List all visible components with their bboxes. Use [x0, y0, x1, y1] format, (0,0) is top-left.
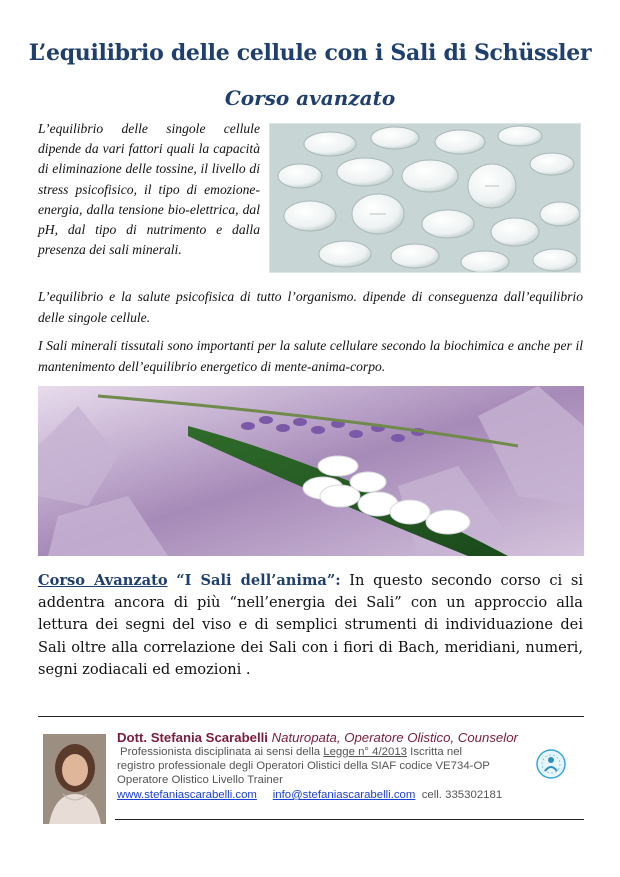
intro-paragraph: L’equilibrio delle singole cellule dipende da vari fattori quali la capacità di eliminazione delle tossine, il livello di stress psicofisico, il tipo di emozione-energia, dalla tensione bio-elettrica, dal pH, dal tipo di nutrimento e dalla presenza dei sali minerali. — [38, 121, 260, 258]
author-name: Dott. Stefania Scarabelli — [117, 730, 268, 745]
author-registry-line: registro professionale degli Operatori Olistici della SIAF codice VE734-OP — [117, 760, 490, 772]
law-link[interactable]: Legge n° 4/2013 — [323, 746, 407, 758]
pills-illustration — [270, 124, 580, 272]
author-heading — [117, 730, 518, 745]
amethyst-illustration — [38, 386, 584, 556]
author-contacts — [117, 789, 502, 801]
website-link[interactable]: www.stefaniascarabelli.com — [117, 789, 257, 801]
phone-number: cell. 335302181 — [421, 789, 503, 801]
siaf-logo-icon — [536, 749, 566, 779]
email-link[interactable]: info@stefaniascarabelli.com — [272, 789, 416, 801]
law-prefix: Professionista disciplinata ai sensi della — [120, 746, 324, 758]
paragraph-minerals: I Sali minerali tissutali sono importanti per la salute cellulare secondo la biochimica e anche per il mantenimento dell’equilibrio energetico di mente-anima-corpo. — [38, 338, 583, 374]
footer-bottom-divider — [115, 819, 584, 820]
course-label: Corso Avanzato — [38, 572, 168, 589]
author-law-line — [120, 746, 462, 758]
course-quote: “I Sali dell’anima”: — [176, 572, 341, 589]
pills-photo — [270, 124, 580, 272]
author-level-line: Operatore Olistico Livello Trainer — [117, 774, 283, 786]
author-portrait — [43, 734, 106, 824]
page-title: L’equilibrio delle cellule con i Sali di Schüssler — [28, 40, 592, 66]
author-role: Naturopata, Operatore Olistico, Counselor — [267, 730, 518, 745]
paragraph-balance: L’equilibrio e la salute psicofisica di tutto l’organismo. dipende di conseguenza dall’equilibrio delle singole cellule. — [38, 289, 583, 325]
law-suffix: Iscritta nel — [406, 746, 463, 758]
course-text: In questo secondo corso ci si addentra ancora di più “nell’energia dei Sali” con un approccio alla lettura dei segni del viso e di semplici strumenti di individuazione dei Sali oltre alla correlazione dei Sali con i fiori di Bach, meridiani, numeri, segni zodiacali ed emozioni . — [38, 572, 583, 678]
amethyst-lavender-photo — [38, 386, 584, 556]
author-photo — [43, 734, 106, 824]
course-description — [38, 570, 583, 681]
page-subtitle: Corso avanzato — [224, 86, 396, 110]
footer-top-divider — [38, 716, 584, 717]
